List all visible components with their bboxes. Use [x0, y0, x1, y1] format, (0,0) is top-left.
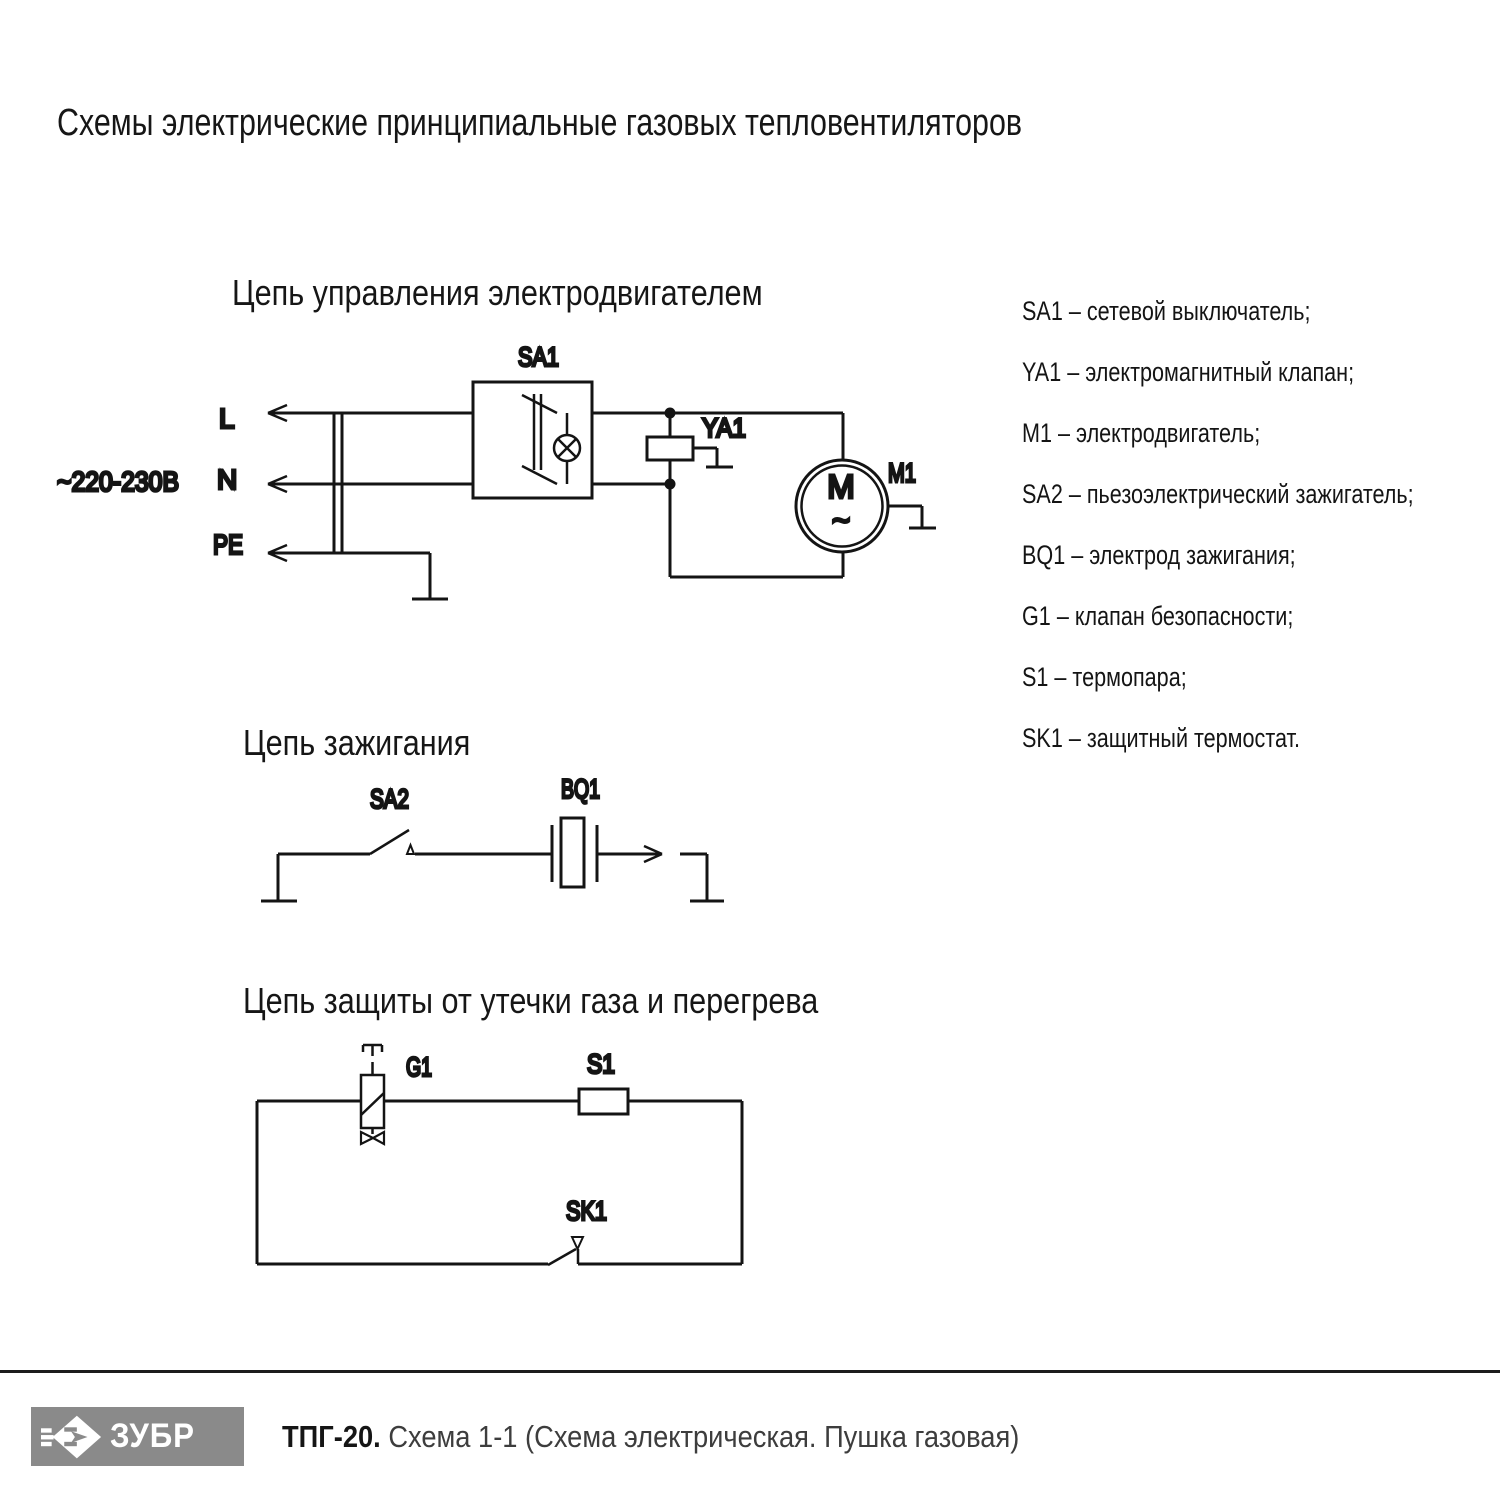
sa2-blade	[370, 830, 409, 854]
label-line-n: N	[217, 464, 238, 495]
ignition-circuit-title: Цепь зажигания	[243, 722, 471, 763]
sk1-thermostat-symbol	[548, 1237, 583, 1265]
label-g1: G1	[406, 1052, 432, 1082]
m1-ground-symbol	[888, 506, 936, 528]
footer-caption	[282, 1419, 1019, 1455]
sk1-contact-triangle	[572, 1237, 583, 1249]
label-line-l: L	[219, 403, 235, 434]
protection-loop	[257, 1101, 742, 1264]
legend-item: SA2 – пьезоэлектрический зажигатель;	[1022, 479, 1414, 509]
legend-item: M1 – электродвигатель;	[1022, 418, 1261, 448]
sa2-contact-triangle	[407, 845, 414, 854]
zubr-logo	[31, 1407, 244, 1466]
label-ya1: YA1	[702, 413, 746, 443]
label-s1: S1	[587, 1049, 615, 1079]
right-ground-symbol	[680, 854, 724, 901]
label-line-pe: PE	[213, 529, 243, 560]
motor-circuit-title: Цепь управления электродвигателем	[232, 272, 763, 313]
label-voltage: ~220-230В	[57, 466, 179, 497]
label-bq1: BQ1	[561, 774, 600, 804]
g1-safety-valve-symbol	[361, 1045, 384, 1144]
ignition-circuit	[261, 818, 724, 901]
protection-circuit-title: Цепь защиты от утечки газа и перегрева	[243, 980, 819, 1021]
left-ground-symbol	[261, 854, 370, 901]
motor-ac-sign: ~	[831, 503, 851, 538]
model-number: ТПГ-20.	[282, 1419, 381, 1454]
legend-item: SA1 – сетевой выключатель;	[1022, 296, 1311, 326]
legend-item: S1 – термопара;	[1022, 662, 1187, 692]
label-m1: M1	[888, 458, 916, 488]
legend-item: YA1 – электромагнитный клапан;	[1022, 357, 1355, 387]
legend-item: BQ1 – электрод зажигания;	[1022, 540, 1296, 570]
legend-item: SK1 – защитный термостат.	[1022, 723, 1301, 753]
page-title: Схемы электрические принципиальные газовых тепловентиляторов	[57, 102, 1023, 144]
pe-ground-symbol	[268, 553, 448, 599]
g1-thermo-terminal	[363, 1045, 382, 1075]
label-sk1: SK1	[566, 1196, 607, 1226]
ya1-ground-symbol	[693, 448, 733, 467]
motor-letter: M	[827, 468, 855, 505]
brand-name: ЗУБР	[110, 1417, 195, 1455]
sa1-switch-symbol	[473, 382, 592, 498]
label-sa2: SA2	[370, 784, 409, 814]
zubr-logo-icon	[41, 1413, 103, 1461]
label-sa1: SA1	[518, 342, 559, 372]
footer-divider	[0, 1370, 1500, 1373]
legend-item: G1 – клапан безопасности;	[1022, 601, 1294, 631]
s1-thermocouple-symbol	[579, 1089, 628, 1114]
bq1-electrode-symbol	[552, 818, 597, 887]
scheme-caption: Схема 1-1 (Схема электрическая. Пушка газовая)	[388, 1419, 1020, 1454]
